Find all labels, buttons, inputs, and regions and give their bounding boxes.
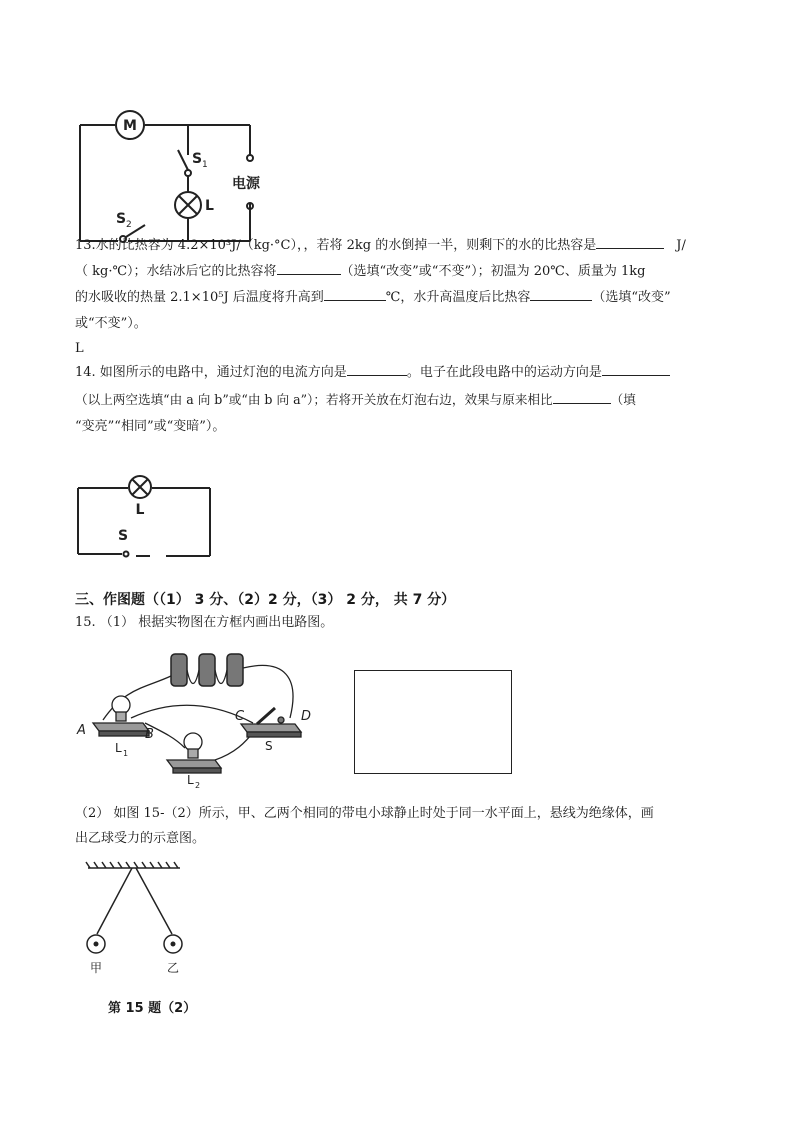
- q14-line2: （以上两空选填“由 a 向 b”或“由 b 向 a”）；若将开关放在灯泡右边，效果与原来相比 （填: [75, 387, 636, 413]
- q14-line3: “变亮”“相同”或“变暗”）。: [75, 419, 226, 434]
- ball-right-label: 乙: [166, 961, 180, 975]
- lamp-switch-circuit-figure: [70, 470, 220, 562]
- stray-label: L: [75, 341, 84, 356]
- q14-blank-2[interactable]: [602, 361, 670, 376]
- s2-subscript: 2: [126, 220, 132, 230]
- label-L1: L: [115, 741, 122, 755]
- motor-label: M: [123, 118, 137, 134]
- label-S: S: [265, 739, 273, 753]
- q13-blank-2[interactable]: [277, 260, 341, 275]
- power-source-label: 电源: [232, 176, 260, 192]
- q13-blank-3[interactable]: [324, 286, 386, 301]
- q13-line4: 或“不变”）。: [75, 316, 147, 331]
- switch-label: S: [118, 528, 129, 544]
- q14-blank-3[interactable]: [553, 389, 611, 404]
- q14-line1: 14. 如图所示的电路中，通过灯泡的电流方向是 。电子在此段电路中的运动方向是: [75, 360, 670, 386]
- q15-part2-line1: （2） 如图 15-（2）所示，甲、乙两个相同的带电小球静止时处于同一水平面上，悬线为绝缘体，画: [75, 806, 654, 821]
- section-heading: 三、作图题（（1） 3 分、（2）2 分，（3） 2 分， 共 7 分）: [75, 592, 456, 608]
- lamp-label: L: [205, 198, 214, 214]
- ball-left-label: 甲: [89, 961, 103, 975]
- s1-subscript: 1: [202, 160, 208, 170]
- answer-box[interactable]: [354, 670, 512, 774]
- label-D: D: [301, 709, 312, 724]
- q15-part1: 15. （1） 根据实物图在方框内画出电路图。: [75, 615, 334, 630]
- label-A: A: [77, 723, 86, 738]
- label-L2: L: [187, 773, 194, 787]
- q13-line3: 的水吸收的热量 2.1×10⁵J 后温度将升高到 ℃，水升高温度后比热容 （选填“改变”: [75, 285, 671, 311]
- label-C: C: [235, 709, 245, 724]
- q15-part2-line2: 出乙球受力的示意图。: [75, 831, 206, 846]
- s1-label: S: [192, 151, 203, 167]
- label-L1-sub: 1: [123, 749, 129, 758]
- lamp-label: L: [135, 502, 145, 518]
- q13-blank-1[interactable]: [596, 234, 664, 249]
- charged-balls-figure: [80, 858, 200, 978]
- q13-line1: 13.水的比热容为 4.2×10³J/（kg·°C），，若将 2kg 的水倒掉一半，则剩下的水的比热容是 J/: [75, 233, 686, 259]
- q13-blank-4[interactable]: [530, 286, 592, 301]
- label-L2-sub: 2: [195, 781, 201, 788]
- q14-blank-1[interactable]: [347, 361, 407, 376]
- label-B: B: [145, 727, 154, 742]
- s2-label: S: [116, 211, 127, 227]
- motor-circuit-figure: [70, 105, 290, 250]
- battery-pack: [171, 654, 243, 686]
- physical-circuit-figure: [75, 648, 330, 788]
- q13-line2: （ kg·℃）；水结冰后它的比热容将 （选填“改变”或“不变”）；初温为 20℃、质量为 1kg: [75, 259, 645, 285]
- figure-caption: 第 15 题（2）: [108, 1001, 197, 1016]
